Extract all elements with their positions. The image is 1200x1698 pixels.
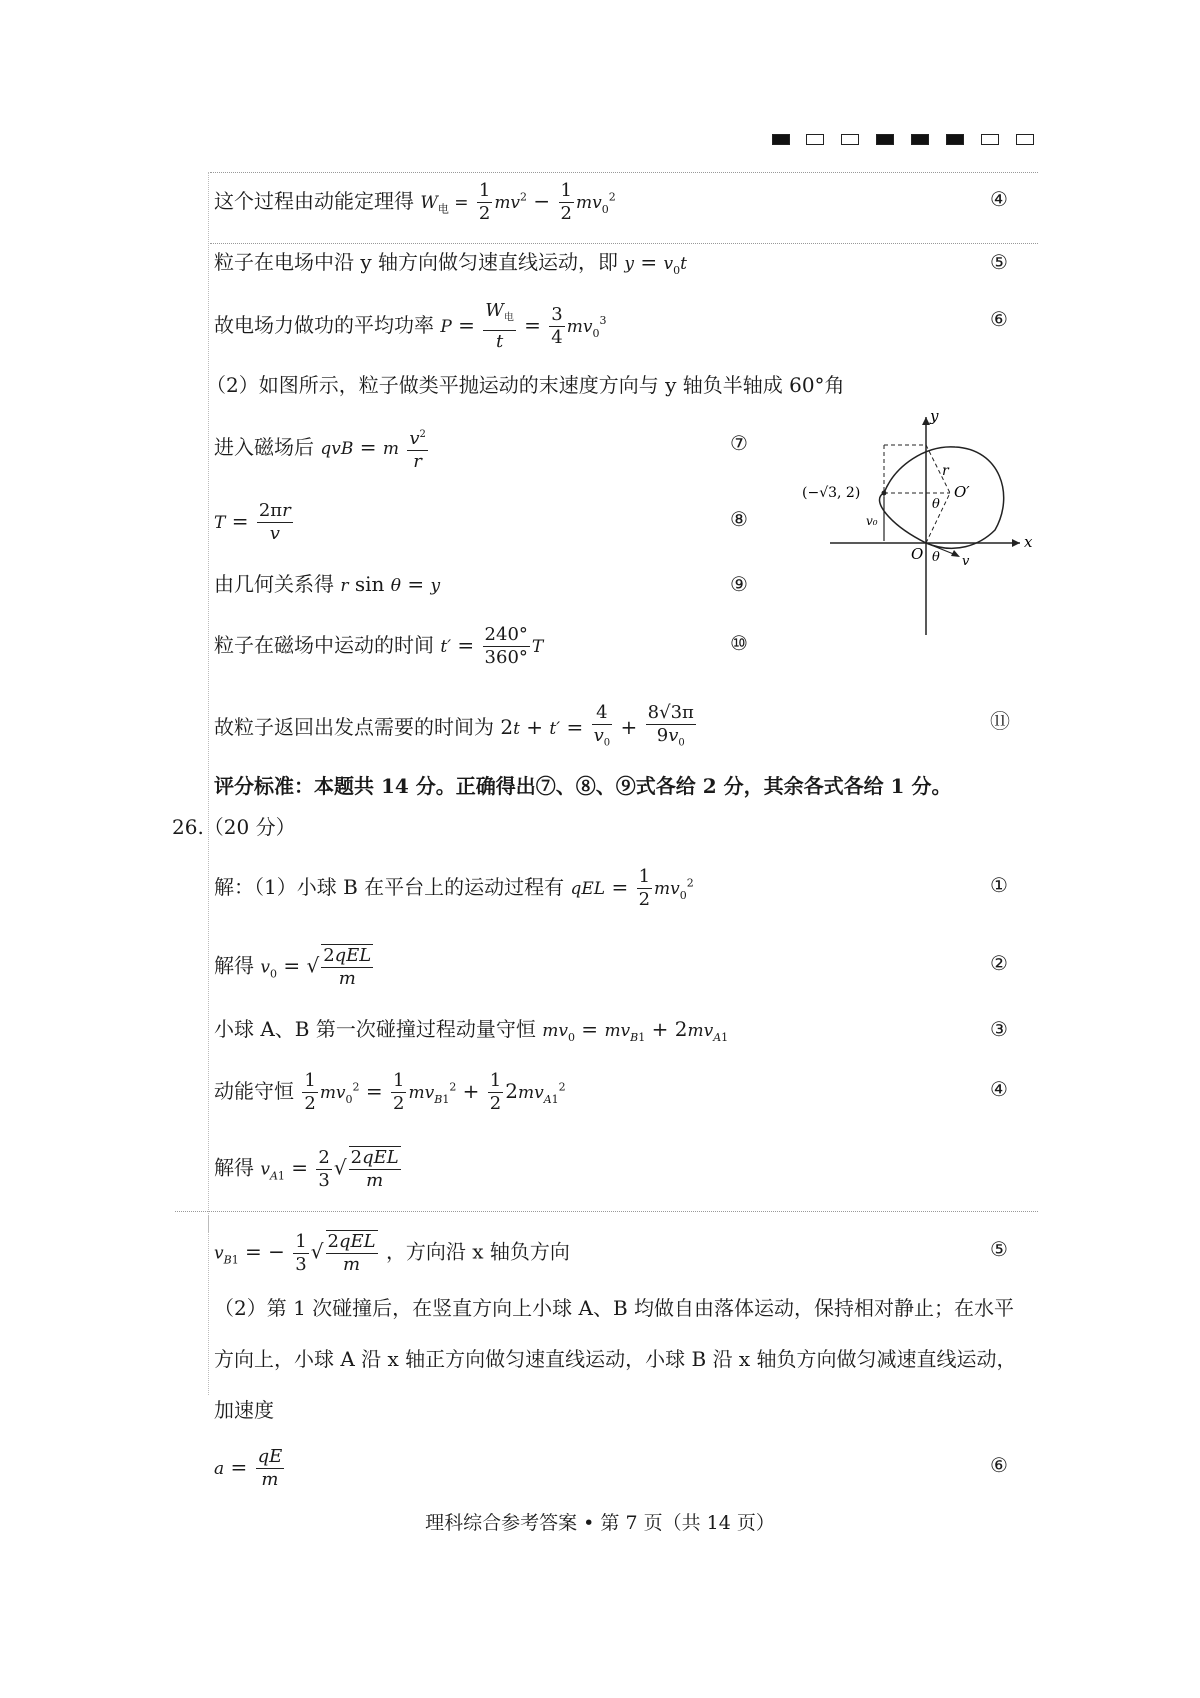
line-text: 解：（1）小球 B 在平台上的运动过程有 [214, 875, 565, 899]
velocity-arrowhead [951, 550, 960, 557]
mark-empty [1016, 134, 1034, 145]
equation-line: a = $\frac{qE}{m}$ [214, 1446, 283, 1490]
start-point [882, 491, 887, 496]
equation-line: 由几何关系得 r sin θ = y [214, 572, 441, 596]
eq-number: ⑤ [990, 1237, 1008, 1261]
theta-label-bottom: θ [932, 550, 940, 565]
line-text: 小球 A、B 第一次碰撞过程动量守恒 [214, 1017, 536, 1041]
eq-number: ③ [990, 1017, 1008, 1041]
mark-filled [876, 134, 894, 145]
line-text: 这个过程由动能定理得 [214, 189, 414, 213]
x-axis-arrow [1012, 539, 1020, 547]
eq-number: ⑩ [730, 631, 748, 655]
line-text: 解得 [214, 1155, 254, 1180]
x-label: x [1024, 533, 1033, 551]
eq-number: ② [990, 951, 1008, 975]
point-label: (−√3, 2) [802, 485, 861, 501]
mark-filled [911, 134, 929, 145]
v-label: v [962, 554, 970, 569]
paragraph: 方向上，小球 A 沿 x 轴正方向做匀速直线运动，小球 B 沿 x 轴负方向做匀减速直线运动， [214, 1347, 1017, 1371]
scoring-criteria: 评分标准：本题共 14 分。正确得出⑦、⑧、⑨式各给 2 分，其余各式各给 1 分。 [214, 774, 952, 798]
line-text: ，方向沿 x 轴负方向 [385, 1239, 570, 1264]
v0-label: v₀ [866, 514, 878, 528]
mark-empty [806, 134, 824, 145]
mark-filled [772, 134, 790, 145]
equation-line: 粒子在电场中沿 y 轴方向做匀速直线运动，即 $y = v_0t$ [214, 250, 687, 277]
eq-number: ⑥ [990, 1453, 1008, 1477]
r-label: r [942, 463, 949, 479]
equation-line: 故电场力做功的平均功率 P = $\frac{W_电}{t}$ = $\frac{3}{4}$ $mv_0^3$ [214, 300, 607, 352]
eq-number: ⑨ [730, 572, 748, 596]
line-text: 故电场力做功的平均功率 [214, 312, 434, 337]
line-text: 故粒子返回出发点需要的时间为 [214, 714, 494, 739]
mark-empty [981, 134, 999, 145]
equation-line: 故粒子返回出发点需要的时间为 2t + t′ = $\frac{4}{v_0}$ + $\frac{8√3\pi}{9v_0}$ [214, 702, 694, 749]
equation-line: 解：（1）小球 B 在平台上的运动过程有 qEL = $\frac{1}{2}$ $mv_0^2$ [214, 866, 694, 910]
equation-line: $v_{B1}$ = − $\frac{1}{3}$ √ $\frac{\text{2qEL}}{m}$ ，方向沿 x 轴负方向 [214, 1230, 570, 1275]
center-label: O′ [954, 483, 970, 501]
eq-number: ⑧ [730, 507, 748, 531]
equation-line: 解得 $v_0$ = √ $\frac{\text{2qEL}}{m}$ [214, 945, 372, 989]
eq-number: ⑥ [990, 307, 1008, 331]
line-text: 由几何关系得 [214, 572, 334, 596]
eq-number: ⑦ [730, 431, 748, 455]
eq-number: ① [990, 873, 1008, 897]
paragraph: 加速度 [214, 1398, 274, 1422]
magnetic-field-diagram [790, 405, 1050, 645]
equation-line: 动能守恒 $\frac{1}{2}$ $mv_0^2$ = $\frac{1}{2}$ $mv_{B1}^2$ + $\frac{1}{2}$ $2mv_{A1}^2$ [214, 1070, 566, 1114]
y-label: y [930, 407, 939, 425]
mark-filled [946, 134, 964, 145]
mark-empty [841, 134, 859, 145]
divider [210, 243, 1038, 244]
line-text: 进入磁场后 [214, 435, 314, 459]
eq-number: ④ [990, 1077, 1008, 1101]
y-axis-arrow [922, 417, 930, 425]
equation-line: 粒子在磁场中运动的时间 t′ = $\frac{240^\circ}{360^\circ}$ T [214, 624, 544, 668]
eq-number: ⑪ [990, 709, 1010, 733]
equation-line: 小球 A、B 第一次碰撞过程动量守恒 $mv_0 = mv_{B1} + 2mv_{A1}$ [214, 1017, 729, 1044]
origin-label: O [911, 545, 924, 563]
equation-line: 进入磁场后 qvB = m $\frac{v^2}{r}$ [214, 424, 430, 473]
line-text: 动能守恒 [214, 1079, 294, 1103]
theta-label: θ [932, 497, 940, 512]
line-text: 粒子在电场中沿 y 轴方向做匀速直线运动，即 [214, 250, 619, 274]
page-footer: 理科综合参考答案 • 第 7 页（共 14 页） [425, 1512, 775, 1534]
divider [210, 172, 1038, 173]
equation-line: 这个过程由动能定理得 $W_电$ = $\frac{1}{2}$ $mv^2$ − $\frac{1}{2}$ $mv_0^2$ [214, 180, 616, 224]
eq-number: ⑤ [990, 250, 1008, 274]
margin-dots [208, 1215, 209, 1395]
eq-number: ④ [990, 187, 1008, 211]
paragraph: （2）如图所示，粒子做类平抛运动的末速度方向与 y 轴负半轴成 60°角 [206, 373, 845, 397]
line-text: 解得 [214, 953, 254, 978]
question-number: 26.（20 分） [172, 815, 296, 839]
margin-dots [208, 172, 209, 1232]
equation-line: T = $\frac{2\pi r}{v}$ [214, 500, 291, 544]
paragraph: （2）第 1 次碰撞后，在竖直方向上小球 A、B 均做自由落体运动，保持相对静止；在水平 [214, 1296, 1015, 1320]
line-text: 粒子在磁场中运动的时间 [214, 633, 434, 657]
divider [175, 1211, 1038, 1212]
equation-line: 解得 $v_{A1}$ = $\frac{2}{3}$ √ $\frac{\text{2qEL}}{m}$ [214, 1146, 399, 1191]
